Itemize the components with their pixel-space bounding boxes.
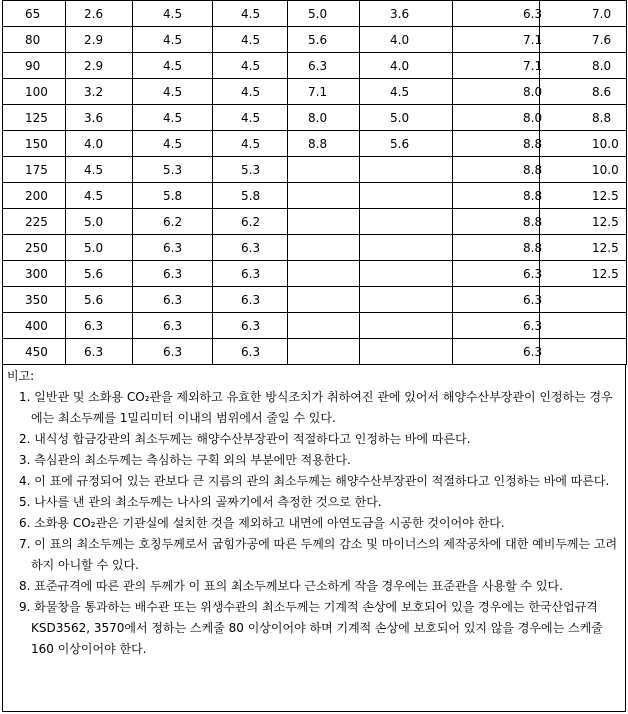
table-cell: 5.6: [360, 131, 453, 157]
remark-number: 4.: [19, 474, 31, 488]
table-cell: [360, 339, 453, 365]
table-row: [3, 157, 627, 183]
remark-number: 2.: [19, 432, 31, 446]
table-cell: [540, 287, 627, 313]
remark-item: [7, 387, 619, 429]
remarks-title: 비고:: [7, 369, 35, 383]
table-cell: 300: [3, 261, 66, 287]
table-cell: 4.5: [133, 131, 213, 157]
table-cell: 4.5: [133, 1, 213, 27]
table-cell: 6.3: [453, 287, 540, 313]
table-cell: [360, 209, 453, 235]
table-cell: 6.3: [453, 261, 540, 287]
remark-text: 소화용 CO₂관은 기관실에 설치한 것을 제외하고 내면에 아연도금을 시공한 것이어야 한다.: [34, 516, 505, 530]
remark-number: 1.: [19, 390, 31, 404]
table-cell: 5.8: [213, 183, 288, 209]
remark-item: [7, 576, 619, 597]
table-cell: 8.8: [453, 131, 540, 157]
table-cell: 12.5: [540, 235, 627, 261]
remark-item: [7, 534, 619, 576]
remark-text: 일반관 및 소화용 CO₂관을 제외하고 유효한 방식조치가 취하여진 관에 있어서 해양수산부장관이 인정하는 경우에는 최소두께를 1밀리미터 이내의 범위에서 줄일 수 있다.: [31, 390, 613, 425]
table-cell: [540, 313, 627, 339]
table-cell: 7.1: [288, 79, 360, 105]
remark-number: 5.: [19, 495, 31, 509]
table-cell: 200: [3, 183, 66, 209]
table-cell: 5.0: [360, 105, 453, 131]
table-cell: [288, 313, 360, 339]
table-row: [3, 209, 627, 235]
remark-number: 9.: [19, 600, 31, 614]
remark-text: 이 표에 규정되어 있는 관보다 큰 지름의 관의 최소두께는 해양수산부장관이 적절하다고 인정하는 바에 따른다.: [34, 474, 610, 488]
table-cell: 4.0: [360, 53, 453, 79]
table-cell: 7.6: [540, 27, 627, 53]
table-cell: 4.5: [360, 79, 453, 105]
table-cell: 2.6: [66, 1, 133, 27]
table-row: [3, 105, 627, 131]
table-cell: 5.0: [66, 235, 133, 261]
table-cell: 4.5: [133, 79, 213, 105]
table-cell: [288, 235, 360, 261]
remark-item: [7, 450, 619, 471]
table-cell: 8.8: [453, 235, 540, 261]
table-cell: 6.3: [213, 339, 288, 365]
table-cell: 5.3: [213, 157, 288, 183]
table-cell: 8.0: [453, 79, 540, 105]
remarks-section: [2, 364, 626, 712]
table-cell: 350: [3, 287, 66, 313]
remark-text: 이 표의 최소두께는 호칭두께로서 굽힘가공에 따른 두께의 감소 및 마이너스의 제작공차에 대한 예비두께는 고려하지 아니할 수 있다.: [31, 537, 618, 572]
table-cell: 10.0: [540, 131, 627, 157]
remark-number: 7.: [19, 537, 31, 551]
table-row: [3, 183, 627, 209]
table-cell: 4.5: [213, 105, 288, 131]
remark-text: 측심관의 최소두께는 측심하는 구획 외의 부분에만 적용한다.: [34, 453, 351, 467]
table-cell: 90: [3, 53, 66, 79]
table-cell: 6.3: [453, 313, 540, 339]
table-row: [3, 261, 627, 287]
table-cell: 450: [3, 339, 66, 365]
table-cell: [288, 339, 360, 365]
table-cell: 2.9: [66, 53, 133, 79]
table-cell: 8.8: [288, 131, 360, 157]
table-cell: [288, 287, 360, 313]
table-cell: 6.2: [213, 209, 288, 235]
table-cell: 8.8: [540, 105, 627, 131]
table-cell: 10.0: [540, 157, 627, 183]
table-cell: 100: [3, 79, 66, 105]
remark-item: [7, 513, 619, 534]
table-cell: 5.6: [66, 261, 133, 287]
table-row: [3, 313, 627, 339]
table-cell: 5.6: [288, 27, 360, 53]
table-cell: 8.0: [540, 53, 627, 79]
table-cell: 4.5: [133, 27, 213, 53]
table-row: [3, 131, 627, 157]
table-cell: 12.5: [540, 209, 627, 235]
table-cell: 125: [3, 105, 66, 131]
table-cell: 5.0: [288, 1, 360, 27]
table-cell: 6.3: [213, 287, 288, 313]
table-cell: 6.3: [133, 313, 213, 339]
table-cell: 8.0: [453, 105, 540, 131]
table-cell: 3.6: [66, 105, 133, 131]
table-cell: 4.5: [213, 27, 288, 53]
remark-item: [7, 492, 619, 513]
table-cell: [288, 183, 360, 209]
table-cell: 175: [3, 157, 66, 183]
table-cell: 8.8: [453, 183, 540, 209]
remark-item: [7, 471, 619, 492]
table-cell: 6.3: [453, 339, 540, 365]
table-row: [3, 339, 627, 365]
table-cell: 4.5: [66, 157, 133, 183]
table-cell: 5.6: [66, 287, 133, 313]
table-cell: 6.3: [66, 313, 133, 339]
table-cell: [360, 287, 453, 313]
table-cell: 4.5: [213, 53, 288, 79]
table-cell: 4.5: [66, 183, 133, 209]
table-cell: 6.3: [213, 235, 288, 261]
table-cell: 6.3: [213, 261, 288, 287]
table-cell: 6.3: [133, 339, 213, 365]
table-body: [3, 1, 627, 365]
table-cell: [360, 183, 453, 209]
table-cell: 12.5: [540, 183, 627, 209]
table-cell: 5.3: [133, 157, 213, 183]
table-row: [3, 79, 627, 105]
table-cell: 400: [3, 313, 66, 339]
table-cell: 4.5: [213, 1, 288, 27]
remark-text: 나사를 낸 관의 최소두께는 나사의 골짜기에서 측정한 것으로 한다.: [34, 495, 382, 509]
remark-number: 6.: [19, 516, 31, 530]
table-cell: 4.5: [133, 105, 213, 131]
remarks-list: [7, 387, 619, 660]
table-cell: 250: [3, 235, 66, 261]
remark-text: 화물창을 통과하는 배수관 또는 위생수관의 최소두께는 기계적 손상에 보호되어 있을 경우에는 한국산업규격 KSD3562, 3570에서 정하는 스케줄 80 이상이어야 하며 기계적 손상에 보호되어 있지 않을 경우에는 스케줄 160 이상이어야 한다.: [31, 600, 603, 656]
table-row: [3, 235, 627, 261]
table-cell: 8.6: [540, 79, 627, 105]
table-cell: 65: [3, 1, 66, 27]
table-row: [3, 287, 627, 313]
remark-item: [7, 429, 619, 450]
table-cell: 6.3: [66, 339, 133, 365]
table-cell: [360, 313, 453, 339]
table-cell: 2.9: [66, 27, 133, 53]
table-cell: 5.0: [66, 209, 133, 235]
table-cell: [540, 339, 627, 365]
table-cell: [360, 235, 453, 261]
table-cell: [288, 157, 360, 183]
table-cell: 4.0: [66, 131, 133, 157]
table-row: [3, 53, 627, 79]
table-cell: [288, 261, 360, 287]
table-cell: 7.0: [540, 1, 627, 27]
remark-number: 3.: [19, 453, 31, 467]
table-cell: 6.3: [453, 1, 540, 27]
table-cell: 7.1: [453, 53, 540, 79]
table-cell: 80: [3, 27, 66, 53]
remark-item: [7, 597, 619, 660]
table-cell: 6.3: [133, 287, 213, 313]
table-cell: 4.0: [360, 27, 453, 53]
table-cell: [360, 157, 453, 183]
table-cell: [360, 261, 453, 287]
remark-number: 8.: [19, 579, 31, 593]
table-cell: 225: [3, 209, 66, 235]
table-cell: 5.8: [133, 183, 213, 209]
remark-text: 표준규격에 따른 관의 두께가 이 표의 최소두께보다 근소하게 작을 경우에는 표준관을 사용할 수 있다.: [34, 579, 563, 593]
table-cell: 8.8: [453, 209, 540, 235]
table-cell: 8.8: [453, 157, 540, 183]
table-cell: 6.3: [133, 261, 213, 287]
pipe-thickness-table: [2, 0, 627, 365]
table-cell: 6.3: [213, 313, 288, 339]
table-cell: 150: [3, 131, 66, 157]
table-cell: 4.5: [213, 79, 288, 105]
table-cell: 4.5: [213, 131, 288, 157]
remark-text: 내식성 합금강관의 최소두께는 해양수산부장관이 적절하다고 인정하는 바에 따른다.: [34, 432, 471, 446]
table-row: [3, 27, 627, 53]
table-cell: 3.6: [360, 1, 453, 27]
table-row: [3, 1, 627, 27]
table-cell: [288, 209, 360, 235]
table-cell: 6.3: [288, 53, 360, 79]
table-cell: 4.5: [133, 53, 213, 79]
table-cell: 7.1: [453, 27, 540, 53]
table-cell: 8.0: [288, 105, 360, 131]
table-cell: 6.3: [133, 235, 213, 261]
table-cell: 12.5: [540, 261, 627, 287]
table-cell: 3.2: [66, 79, 133, 105]
table-cell: 6.2: [133, 209, 213, 235]
